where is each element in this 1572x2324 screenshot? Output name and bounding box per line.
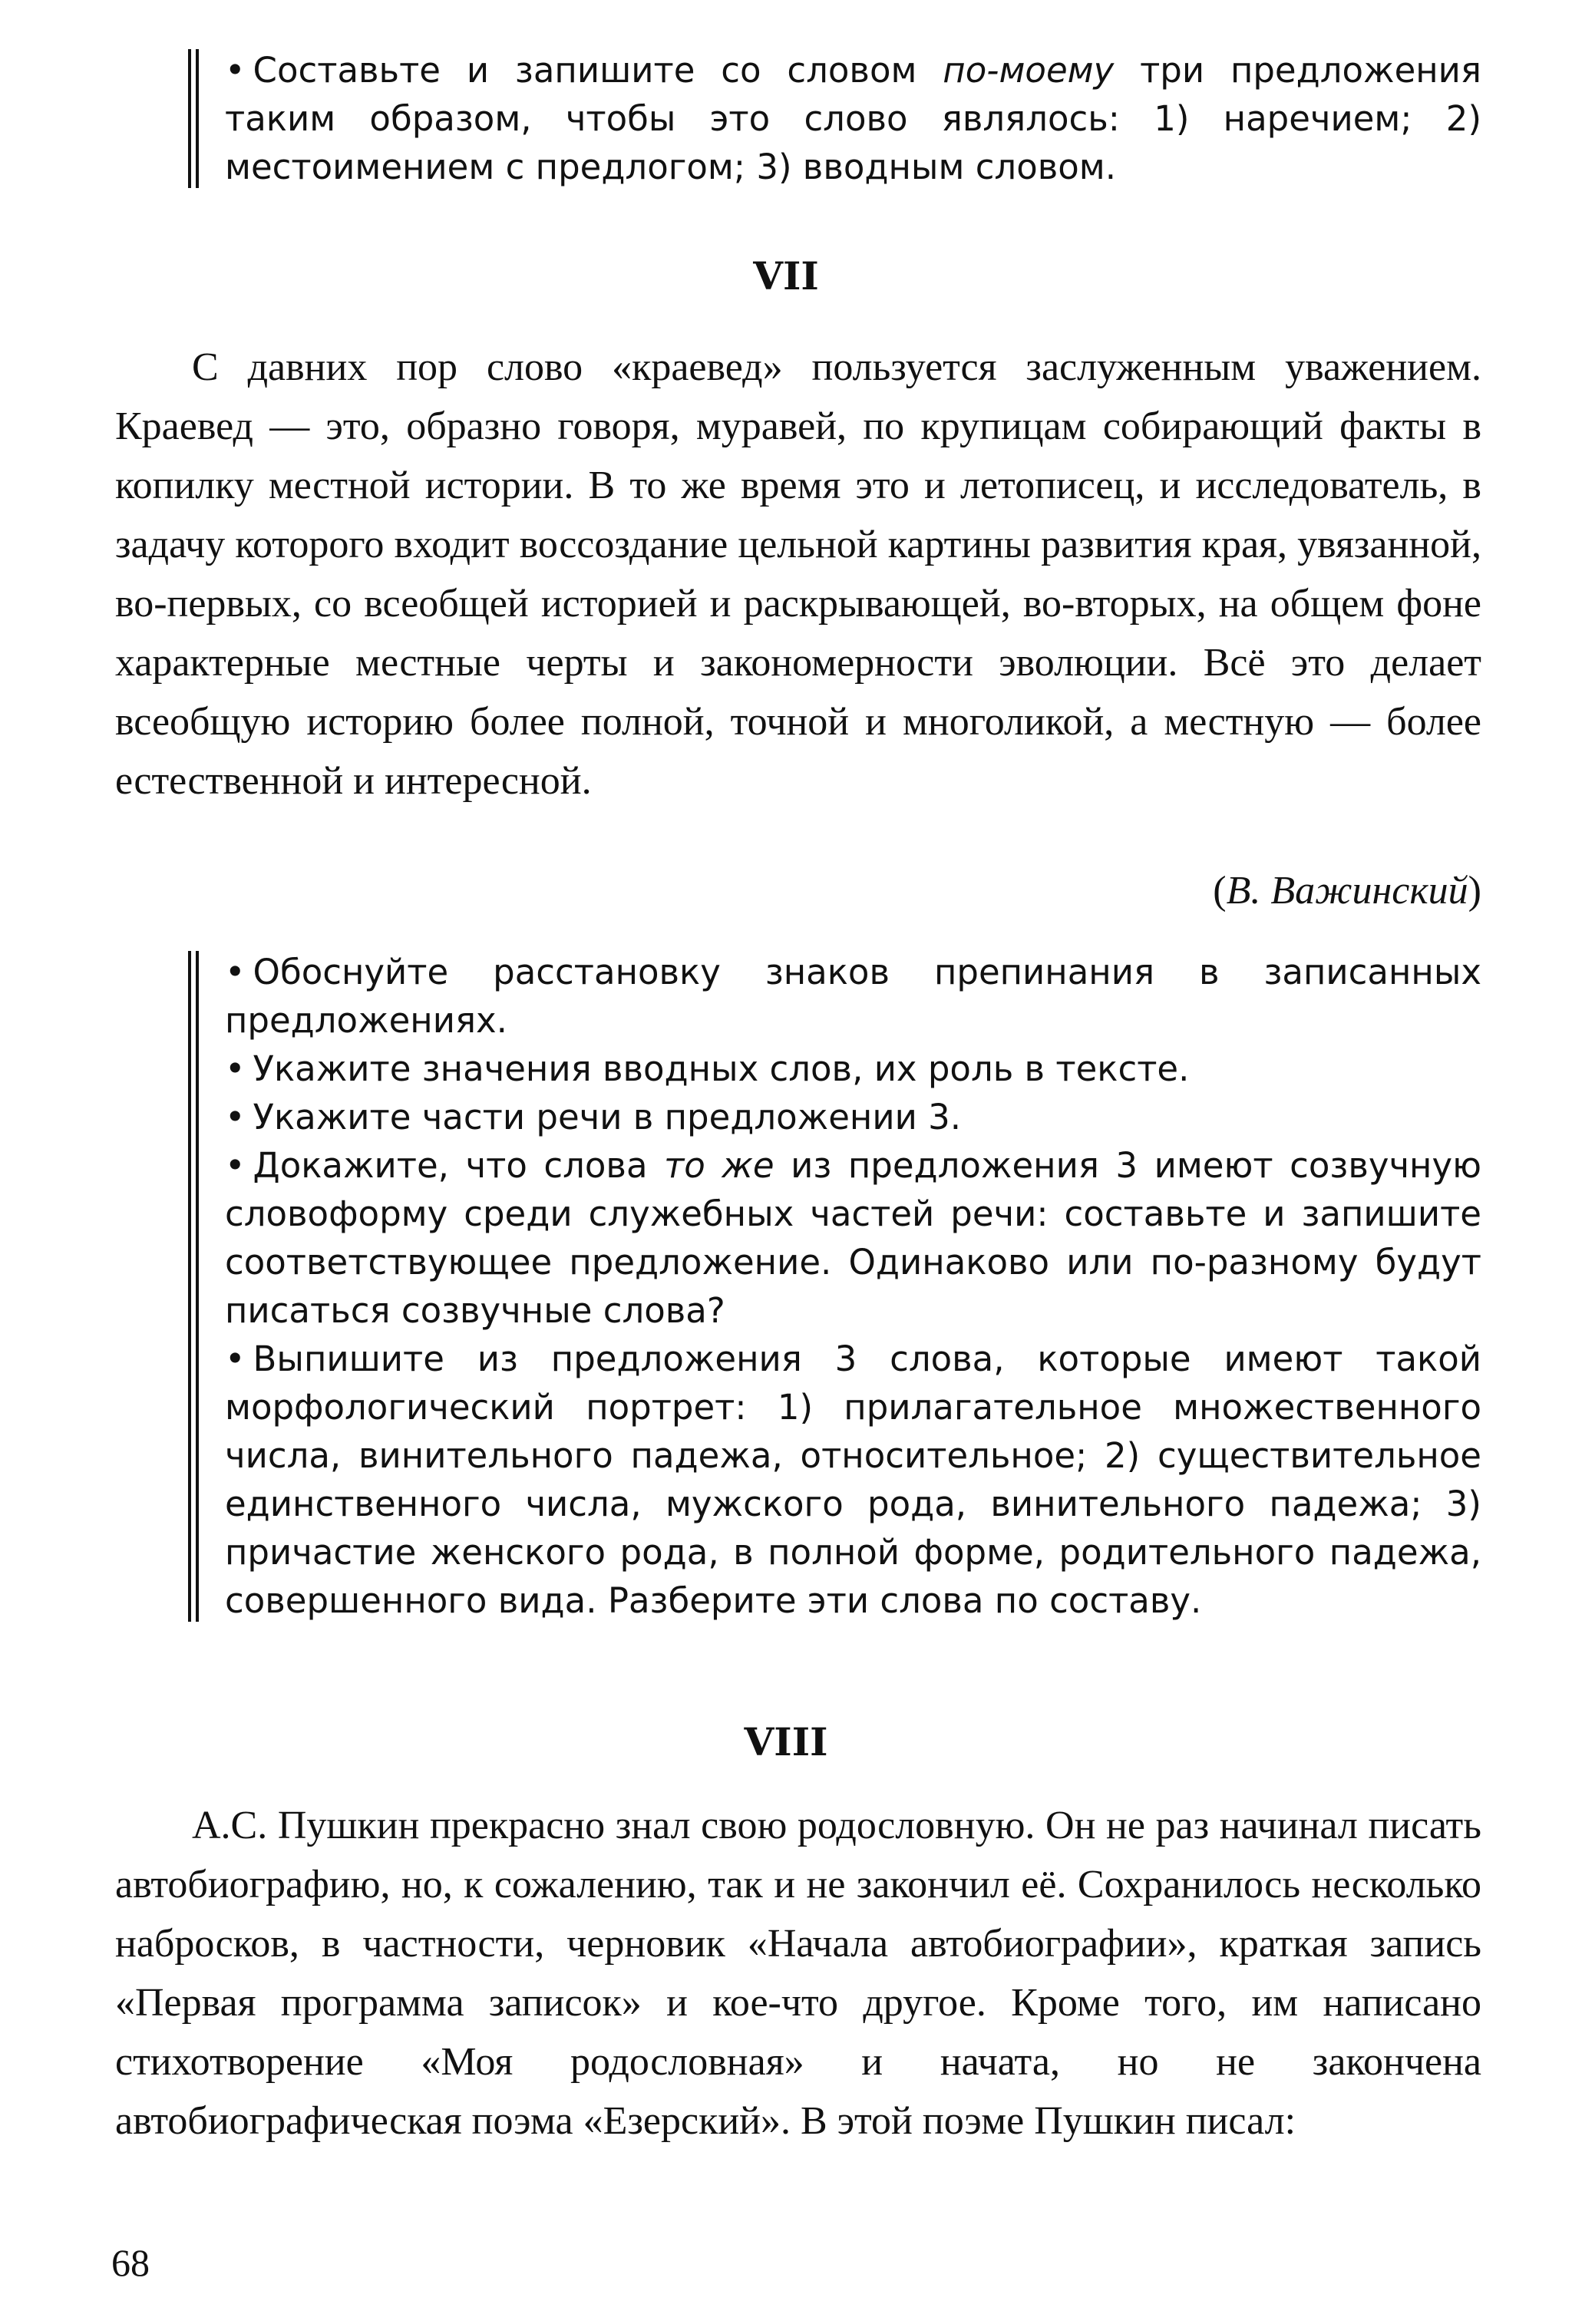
task-text: три предложения таким образом, чтобы это слово являлось: 1) наречием; 2) местоимением с предлогом; 3) вводным словом. — [225, 50, 1481, 187]
bullet-icon: • — [225, 1097, 246, 1137]
passage-viii: А.С. Пушкин прекрасно знал свою родословную. Он не раз начинал писать автобиографию, но, к сожалению, так и не закончил её. Сохранилось несколько набросков, в частности, черновик «Начала автобиографии», краткая запись «Первая программа записок» и кое-что другое. Кроме того, им написано стихотворение «Моя родословная» и начата, но не закончена автобиографическая поэма «Езерский». В этой поэме Пушкин писал: — [115, 1804, 1481, 2143]
task-item-2: • Укажите значения вводных слов, их роль в тексте. — [225, 1048, 1190, 1089]
bullet-icon: • — [225, 952, 246, 992]
task-item-3: • Укажите части речи в предложении 3. — [225, 1097, 962, 1137]
bullet-icon: • — [225, 1048, 246, 1089]
bullet-icon: • — [225, 1145, 246, 1186]
task-item-4: • Докажите, что слова то же из предложения 3 имеют созвучную словоформу среди служебных частей речи: составьте и запишите соответствующее предложение. Одинаково или по-разному будут писаться созвучные слова? — [225, 1145, 1481, 1331]
task-text: Составьте и запишите со словом — [253, 50, 943, 91]
task-box-vii — [188, 948, 1481, 1625]
passage-vii: С давних пор слово «краевед» пользуется заслуженным уважением. Краевед — это, образно говоря, муравей, по крупицам собирающий факты в копилку местной истории. В то же время это и летописец, и исследователь, в задачу которого входит воссоздание цельной картины развития края, увязанной, во-первых, со всеобщей историей и раскрывающей, во-вторых, на общем фоне характерные местные черты и закономерности эволюции. Всё это делает всеобщую историю более полной, точной и многоликой, а местную — более естественной и интересной. — [115, 345, 1481, 803]
bullet-icon: • — [225, 1339, 246, 1379]
attribution: (В. Важинский) — [1213, 869, 1481, 913]
task-box-top — [188, 46, 1481, 191]
task-emphasis: по-моему — [943, 50, 1115, 91]
double-vertical-bar — [188, 49, 199, 188]
task-emphasis: то же — [664, 1145, 774, 1186]
task-item-1: • Обоснуйте расстановку знаков препинания в записанных предложениях. — [225, 952, 1481, 1041]
task-item — [225, 46, 1481, 191]
double-vertical-bar — [188, 951, 199, 1622]
page-number: 68 — [111, 2241, 150, 2284]
bullet-icon: • — [225, 50, 246, 91]
section-number-vii: VII — [753, 253, 819, 299]
task-item-5: • Выпишите из предложения 3 слова, которые имеют такой морфологический портрет: 1) прилагательное множественного числа, винительного падежа, относительное; 2) существительное единственного числа, мужского рода, винительного падежа; 3) причастие женского рода, в полной форме, родительного падежа, совершенного вида. Разберите эти слова по составу. — [225, 1339, 1481, 1621]
section-number-viii: VIII — [744, 1719, 828, 1764]
attribution-author: В. Важинский — [1226, 869, 1468, 913]
